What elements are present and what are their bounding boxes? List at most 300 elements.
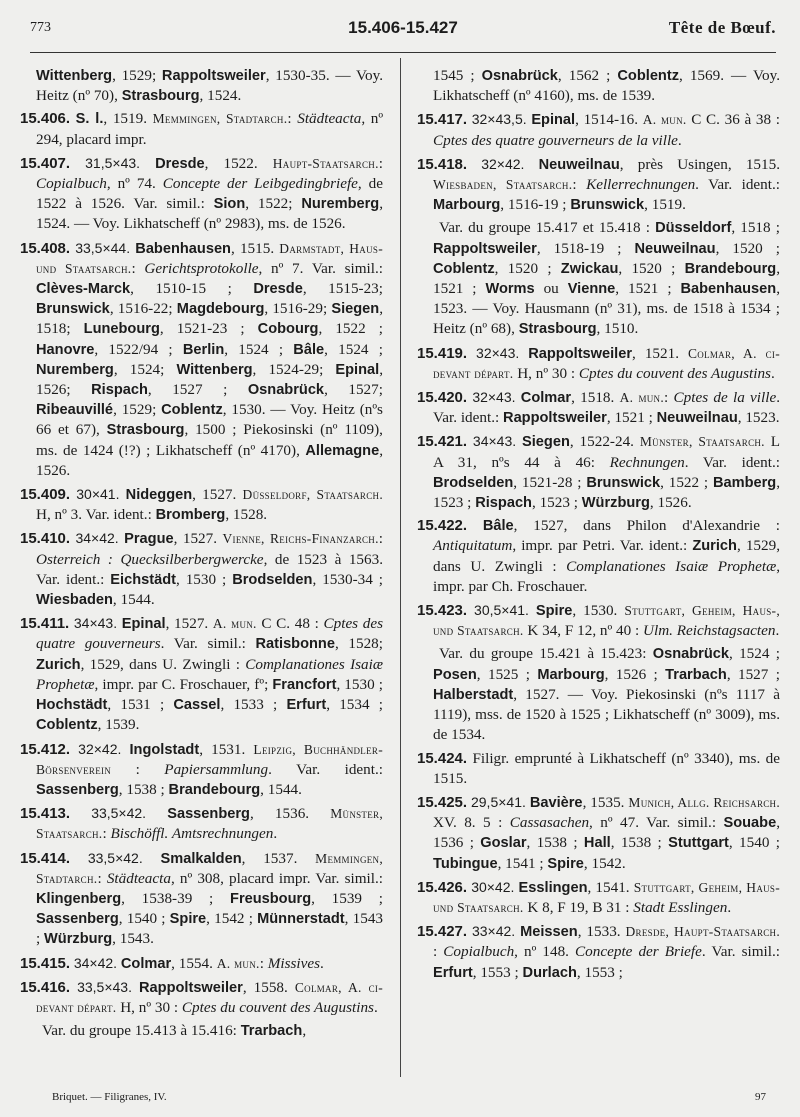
archive-name: Memmingen, Stadtarch. bbox=[36, 850, 384, 886]
sheet-size: 33,5×44. bbox=[75, 239, 131, 256]
entry-text: , 1522-24. bbox=[569, 433, 640, 451]
place-name: Rappoltsweiler bbox=[503, 410, 607, 427]
place-name: Wittenberg bbox=[176, 361, 253, 378]
place-name: Brodselden bbox=[433, 474, 514, 491]
place-name: S. l. bbox=[75, 111, 104, 128]
entry-text: , 1521-28 ; bbox=[513, 473, 587, 491]
entry-text bbox=[467, 156, 481, 173]
archive-name: Düsseldorf, Staatsarch. bbox=[242, 487, 384, 503]
archive-name: A. mun. bbox=[642, 112, 687, 128]
place-name: Rappoltsweiler bbox=[161, 68, 266, 84]
place-name: Rappoltsweiler bbox=[433, 240, 537, 257]
place-name: Erfurt bbox=[433, 964, 473, 981]
catalogue-entry bbox=[417, 109, 780, 150]
entry-text: , 1523. — Voy. Hausmann (nº 31), ms. de 1518 à 1534 ; Heitz (nº 68), bbox=[433, 280, 780, 338]
place-name: Epinal bbox=[531, 112, 576, 129]
entry-text: . bbox=[320, 954, 324, 972]
place-name: Neuweilnau bbox=[538, 156, 620, 173]
place-name: Eichstädt bbox=[110, 571, 176, 588]
entry-number: 15.407. bbox=[20, 154, 71, 172]
column-divider bbox=[400, 58, 401, 1077]
entry-text: , 1527 ; bbox=[726, 665, 780, 683]
entry-text: . Var. ident.: bbox=[268, 760, 383, 778]
entry-number: 15.416. bbox=[20, 978, 71, 996]
page-number: 773 bbox=[30, 20, 51, 35]
entry-text: , 1538 ; bbox=[526, 834, 584, 852]
place-name: Freusbourg bbox=[230, 890, 312, 907]
sheet-size: 34×43. bbox=[73, 615, 118, 632]
entry-number: 15.419. bbox=[417, 344, 468, 362]
entry-number: 15.421. bbox=[417, 433, 468, 451]
entry-number: 15.408. bbox=[20, 239, 71, 257]
entry-text: , 1530. bbox=[572, 602, 625, 620]
entry-text: , 1527. bbox=[165, 615, 213, 633]
title-text: Complanationes Isaiæ Prophetæ bbox=[566, 557, 777, 575]
title-text: Städteacta bbox=[106, 869, 171, 887]
place-name: Wittenberg bbox=[36, 68, 113, 84]
entry-text: , 1523 ; bbox=[531, 494, 582, 512]
archive-name: A. mun. bbox=[212, 616, 257, 632]
sheet-size: 30×41. bbox=[76, 486, 120, 503]
entry-text bbox=[467, 602, 474, 619]
entry-number: 15.427. bbox=[417, 923, 468, 941]
entry-text: : bbox=[664, 389, 674, 407]
entry-text: : bbox=[131, 259, 145, 277]
entry-text: : bbox=[97, 869, 107, 887]
entry-text: , 1529, dans U. Zwingli : bbox=[433, 537, 780, 575]
entry-text: , 1527. bbox=[173, 530, 223, 548]
archive-name: A. mun. bbox=[619, 390, 665, 406]
entry-number: 15.418. bbox=[417, 155, 468, 173]
catalogue-entry bbox=[417, 516, 780, 597]
place-name: Strasbourg bbox=[518, 321, 597, 338]
entry-text: , 1530 ; bbox=[336, 675, 383, 693]
entry-text: , impr. par Ch. Froschauer. bbox=[433, 557, 780, 595]
entry-text: , 1522/94 ; bbox=[94, 340, 183, 358]
continued-entry bbox=[20, 66, 383, 106]
sheet-size: 32×43,5. bbox=[471, 111, 527, 128]
place-name: Francfort bbox=[272, 676, 337, 693]
title-text: Städteacta bbox=[297, 110, 362, 128]
entry-text: : bbox=[259, 954, 268, 972]
sheet-size: 33×42. bbox=[471, 923, 516, 940]
entry-text: , 1520 ; bbox=[494, 259, 561, 277]
title-text: Stadt Esslingen bbox=[633, 898, 728, 916]
entry-number: 15.410. bbox=[20, 530, 71, 548]
entry-text: , 1518; bbox=[36, 300, 383, 338]
entry-text: , 1538-39 ; bbox=[121, 889, 231, 907]
place-name: Hanovre bbox=[36, 341, 95, 358]
entry-text: , 1521 ; bbox=[615, 280, 681, 298]
place-name: Worms bbox=[485, 281, 535, 298]
entry-text: , 1516-22; bbox=[109, 300, 177, 318]
place-name: Ribeauvillé bbox=[36, 402, 114, 419]
entry-text: , 1539 ; bbox=[311, 889, 383, 907]
archive-name: Memmingen, Stadtarch. bbox=[152, 111, 288, 127]
place-name: Zurich bbox=[692, 538, 737, 555]
entry-number: 15.411. bbox=[20, 615, 70, 633]
entry-number: 15.406. bbox=[20, 110, 71, 128]
continued-entry bbox=[417, 66, 780, 106]
place-name: Würzburg bbox=[44, 931, 113, 948]
entry-text: C C. 36 à 38 : bbox=[686, 111, 781, 129]
entry-text bbox=[70, 850, 88, 867]
entry-text: , 1524 ; bbox=[224, 340, 294, 358]
sheet-size: 30×42. bbox=[471, 878, 515, 895]
place-name: Marbourg bbox=[537, 666, 605, 683]
entry-text: . bbox=[677, 131, 682, 149]
entry-number: 15.423. bbox=[417, 602, 468, 620]
entry-text: , 1527; bbox=[324, 381, 383, 399]
place-name: Colmar bbox=[520, 390, 572, 407]
entry-text: , 1529; bbox=[112, 67, 162, 84]
catalogue-entry bbox=[20, 109, 383, 149]
place-name: Nideggen bbox=[125, 487, 193, 504]
entry-text: , 1524-29; bbox=[252, 360, 336, 378]
title-text: Missives bbox=[267, 954, 321, 972]
entry-text: . Var. ident.: bbox=[684, 453, 780, 471]
entry-text: , 1523 ; bbox=[433, 473, 780, 512]
entry-text: , 1520 ; bbox=[715, 239, 780, 257]
entry-number: 15.414. bbox=[20, 849, 71, 867]
entry-text: , 1522; bbox=[245, 195, 302, 213]
entry-text: , 1540 ; bbox=[118, 910, 170, 928]
entry-text: , 1527, dans Philon d'Alexandrie : bbox=[513, 517, 781, 535]
entry-text: , 1521-23 ; bbox=[159, 320, 258, 338]
entry-text: , 1521 ; bbox=[433, 259, 780, 298]
entry-text: , nº 148. bbox=[514, 943, 576, 961]
place-name: Sassenberg bbox=[36, 911, 119, 928]
entry-text: H, nº 3. Var. ident.: bbox=[36, 506, 156, 524]
title-text: Cassasachen bbox=[509, 814, 590, 832]
entry-text: , 1522 ; bbox=[318, 320, 383, 338]
entry-text bbox=[70, 805, 91, 822]
entry-text: , 1525 ; bbox=[476, 665, 538, 683]
entry-text: , 1562 ; bbox=[557, 67, 618, 84]
title-text: Cptes des quatre gouverneurs bbox=[36, 615, 384, 653]
entry-text: , 1510. bbox=[596, 320, 639, 338]
footer-note: Briquet. — Filigranes, IV. bbox=[52, 1091, 167, 1103]
place-name: Nuremberg bbox=[36, 361, 114, 378]
title-text: Cptes des quatre gouverneurs de la ville bbox=[433, 131, 678, 149]
place-name: Hochstädt bbox=[36, 697, 108, 714]
entry-text: , 1558. bbox=[242, 978, 295, 996]
place-name: Coblentz bbox=[433, 260, 495, 277]
archive-name: Darmstadt, Haus- und Staatsarch. bbox=[36, 240, 384, 276]
entry-text: , 1553 ; bbox=[472, 963, 523, 981]
entry-text: , 1500 ; Piekosinski (nº 1109), ms. de 1424 (!?) ; Likhatscheff (nº 4170), bbox=[36, 421, 383, 459]
entry-text: , 1524. — Voy. Likhatscheff (nº 2983), ms. de 1526. bbox=[36, 195, 383, 233]
place-name: Brandebourg bbox=[168, 781, 261, 798]
entry-text: , 1540 ; bbox=[728, 834, 780, 852]
entry-text: , 1518 ; bbox=[731, 219, 780, 237]
entry-text: ou bbox=[534, 280, 568, 298]
place-name: Bamberg bbox=[712, 474, 777, 491]
catalogue-entry bbox=[20, 238, 383, 481]
entry-text bbox=[70, 741, 78, 758]
entry-text: , 1542. bbox=[583, 854, 626, 872]
place-name: Sassenberg bbox=[36, 781, 119, 798]
entry-text: . bbox=[770, 364, 775, 382]
entry-text: , 1520 ; bbox=[618, 259, 685, 277]
entry-text: , 1521. bbox=[632, 344, 688, 362]
place-name: Dresde bbox=[253, 281, 303, 298]
entry-text: , 1528; bbox=[334, 635, 383, 653]
place-name: Epinal bbox=[121, 616, 166, 633]
entry-text bbox=[524, 156, 538, 173]
sheet-size: 32×43. bbox=[472, 389, 516, 406]
entry-text: . Var. ident.: bbox=[695, 176, 780, 194]
entry-text: , 1514-16. bbox=[575, 111, 643, 129]
entry-range: 15.406-15.427 bbox=[348, 18, 458, 37]
place-name: Dresde bbox=[155, 155, 205, 172]
variant-group-note bbox=[417, 218, 780, 339]
place-name: Coblentz bbox=[161, 402, 223, 419]
place-name: Lunebourg bbox=[83, 321, 160, 338]
entry-text: , 1541 ; bbox=[497, 854, 548, 872]
entry-text bbox=[70, 155, 85, 172]
entry-text: K 34, F 12, nº 40 : bbox=[523, 622, 644, 640]
place-name: Spire bbox=[535, 603, 573, 620]
variant-group-note bbox=[417, 644, 780, 745]
entry-text: Var. du groupe 15.413 à 15.416: bbox=[42, 1022, 241, 1040]
sheet-size: 32×43. bbox=[476, 344, 520, 361]
place-name: Sion bbox=[213, 196, 246, 213]
place-name: Cassel bbox=[173, 697, 221, 714]
entry-number: 15.426. bbox=[417, 878, 468, 896]
entry-text: , 1530. — Voy. Heitz (nºs 66 et 67), bbox=[36, 401, 383, 439]
place-name: Osnabrück bbox=[247, 382, 325, 399]
place-name: Brodselden bbox=[232, 571, 313, 588]
entry-text: , 1533. bbox=[577, 923, 626, 941]
entry-text bbox=[519, 345, 528, 362]
catalogue-entry bbox=[417, 749, 780, 789]
title-text: Gerichtsprotokolle bbox=[144, 259, 259, 277]
entry-text: . bbox=[373, 998, 378, 1016]
entry-text bbox=[467, 345, 476, 362]
entry-text: , 1524 ; bbox=[728, 645, 780, 663]
entry-text: , 1510-15 ; bbox=[130, 280, 254, 298]
page-subject: Tête de Bœuf. bbox=[668, 18, 776, 37]
entry-text: , 1524 ; bbox=[324, 340, 383, 358]
entry-text: : bbox=[433, 943, 444, 961]
place-name: Siegen bbox=[331, 301, 380, 318]
sheet-size: 34×42. bbox=[75, 530, 119, 547]
place-name: Rispach bbox=[475, 495, 532, 512]
entry-number: 15.417. bbox=[417, 111, 468, 129]
entry-text: , 1543 ; bbox=[36, 910, 383, 948]
place-name: Bromberg bbox=[155, 507, 226, 524]
entry-text: , 1542 ; bbox=[206, 910, 258, 928]
entry-text: , 1530 ; bbox=[175, 570, 233, 588]
place-name: Spire bbox=[169, 911, 207, 928]
title-text: Cptes de la ville bbox=[673, 389, 777, 407]
title-text: Osterreich : Quecksilberbergwercke bbox=[36, 550, 264, 568]
place-name: Halberstadt bbox=[433, 686, 514, 703]
entry-text: . Var. simil.: bbox=[701, 943, 780, 961]
archive-name: Dresde, Haupt-Staatsarch. bbox=[625, 924, 781, 940]
entry-text: , nº 74. bbox=[106, 175, 163, 193]
catalogue-entry bbox=[20, 613, 383, 735]
entry-text: , 1524. bbox=[199, 87, 242, 105]
entry-text: , 1522 ; bbox=[660, 473, 713, 491]
entry-text: : bbox=[572, 176, 587, 194]
place-name: Clèves-Marck bbox=[36, 281, 131, 298]
catalogue-entry bbox=[417, 921, 780, 983]
place-name: Coblentz bbox=[617, 68, 680, 84]
archive-name: Vienne, Reichs-Finanzarch. bbox=[222, 531, 379, 547]
place-name: Rappoltsweiler bbox=[139, 979, 243, 996]
place-name: Prague bbox=[124, 531, 174, 548]
entry-text: , nº 47. Var. simil.: bbox=[589, 814, 724, 832]
entry-text: , 1528. bbox=[225, 506, 268, 524]
place-name: Siegen bbox=[522, 434, 570, 451]
place-name: Brandebourg bbox=[684, 260, 777, 277]
archive-name: Wiesbaden, Staatsarch. bbox=[433, 177, 573, 193]
variant-group-note bbox=[20, 1021, 383, 1041]
entry-text: , 1543. bbox=[112, 930, 154, 948]
place-name: Smalkalden bbox=[160, 850, 242, 867]
entry-text: , près Usingen, 1515. bbox=[619, 155, 780, 173]
footer-sheet-number: 97 bbox=[755, 1091, 766, 1103]
catalogue-entry bbox=[417, 600, 780, 641]
place-name: Hall bbox=[583, 835, 611, 852]
place-name: Brunswick bbox=[586, 474, 661, 491]
catalogue-entry bbox=[20, 803, 383, 844]
entry-text: , 1530-34 ; bbox=[312, 570, 383, 588]
right-column bbox=[417, 66, 780, 986]
entry-text: , 1530-35. — Voy. Heitz (nº 70), bbox=[36, 67, 383, 105]
entry-number: 15.409. bbox=[20, 486, 71, 504]
sheet-size: 33,5×42. bbox=[91, 805, 147, 822]
catalogue-entry bbox=[417, 387, 780, 428]
catalogue-entry bbox=[417, 877, 780, 918]
place-name: Rappoltsweiler bbox=[528, 345, 633, 362]
entry-text bbox=[467, 517, 483, 534]
entry-text: , 1544. bbox=[260, 780, 302, 798]
entry-text: , nº 7. Var. simil.: bbox=[258, 259, 383, 277]
title-text: Concepte der Leibgedingbriefe bbox=[162, 175, 358, 193]
entry-text: , 1534 ; bbox=[326, 696, 383, 714]
entry-text: . Var. simil.: bbox=[160, 635, 256, 653]
place-name: Münnerstadt bbox=[257, 911, 345, 928]
catalogue-entry bbox=[20, 977, 383, 1018]
sheet-size: 31,5×43. bbox=[85, 154, 141, 171]
sheet-size: 32×42. bbox=[481, 155, 525, 172]
left-column bbox=[20, 66, 383, 1044]
place-name: Bâle bbox=[293, 341, 325, 358]
entry-text: , 1516-19 ; bbox=[500, 196, 571, 214]
archive-name: A. mun. bbox=[216, 955, 260, 971]
entry-text: , impr. par Petri. Var. ident.: bbox=[512, 537, 693, 555]
catalogue-entry bbox=[417, 431, 780, 513]
entry-text: , 1537. bbox=[241, 849, 316, 867]
place-name: Bavière bbox=[529, 794, 583, 811]
place-name: Durlach bbox=[522, 964, 577, 981]
title-text: Bischöffl. Amtsrechnungen bbox=[110, 825, 274, 843]
entry-text: , 1521 ; bbox=[606, 409, 657, 427]
sheet-size: 34×42. bbox=[73, 954, 118, 971]
place-name: Spire bbox=[547, 855, 584, 872]
place-name: Strasbourg bbox=[121, 88, 200, 105]
entry-text: H, nº 30 : bbox=[513, 364, 579, 382]
place-name: Bâle bbox=[482, 518, 514, 535]
catalogue-entry bbox=[20, 739, 383, 801]
entry-text: : bbox=[287, 110, 298, 128]
sheet-size: 33,5×42. bbox=[87, 849, 143, 866]
place-name: Coblentz bbox=[36, 717, 98, 734]
entry-text: , 1522. bbox=[204, 154, 273, 172]
entry-text: L A 31, nºs 44 à 46: bbox=[433, 433, 781, 471]
place-name: Colmar bbox=[120, 955, 172, 972]
entry-text: , 1538 ; bbox=[118, 780, 169, 798]
place-name: Stuttgart bbox=[668, 835, 729, 852]
place-name: Babenhausen bbox=[135, 240, 231, 257]
entry-text: , 1518. bbox=[571, 389, 620, 407]
place-name: Osnabrück bbox=[481, 68, 558, 84]
entry-number: 15.413. bbox=[20, 805, 71, 823]
entry-text: , 1524; bbox=[113, 360, 177, 378]
catalogue-entry bbox=[20, 528, 383, 610]
entry-text: , 1519. bbox=[103, 110, 153, 128]
entry-text: , 1526; bbox=[36, 360, 383, 399]
entry-text: , impr. par C. Froschauer, fº; bbox=[94, 675, 273, 693]
place-name: Osnabrück bbox=[652, 646, 729, 663]
archive-name: Münster, Staatsarch. bbox=[639, 434, 765, 450]
entry-text: K 8, F 19, B 31 : bbox=[523, 898, 634, 916]
entry-text: : bbox=[111, 760, 165, 778]
entry-text: C C. 48 : bbox=[256, 615, 324, 633]
place-name: Würzburg bbox=[581, 495, 650, 512]
entry-text: , nº 308, placard impr. Var. simil.: bbox=[170, 869, 383, 887]
entry-text: , nº 294, placard impr. bbox=[36, 110, 384, 148]
place-name: Magdebourg bbox=[176, 301, 265, 318]
entry-text: , 1536. bbox=[249, 805, 331, 823]
entry-text: , 1529, dans U. Zwingli : bbox=[80, 655, 246, 673]
place-name: Sassenberg bbox=[167, 806, 250, 823]
place-name: Wiesbaden bbox=[36, 592, 113, 609]
entry-text: , 1531. bbox=[199, 740, 254, 758]
place-name: Ratisbonne bbox=[255, 636, 335, 653]
place-name: Posen bbox=[433, 666, 477, 683]
title-text: Copialbuch bbox=[36, 175, 107, 193]
place-name: Zurich bbox=[36, 656, 81, 673]
entry-text: , 1523. bbox=[737, 409, 780, 427]
place-name: Düsseldorf bbox=[655, 220, 732, 237]
catalogue-entry bbox=[417, 343, 780, 384]
entry-text bbox=[132, 979, 139, 996]
catalogue-entry bbox=[20, 848, 383, 950]
title-text: Copialbuch bbox=[443, 943, 515, 961]
title-text: Complanationes Isaiæ Prophetæ bbox=[36, 655, 383, 693]
archive-name: Colmar, A. ci-devant départ. bbox=[433, 345, 781, 381]
entry-number: 15.412. bbox=[20, 740, 71, 758]
place-name: Neuweilnau bbox=[656, 410, 738, 427]
entry-text: , 1569. — Voy. Likhatscheff (nº 4160), ms. de 1539. bbox=[433, 67, 780, 105]
entry-text: , 1527 ; bbox=[147, 381, 248, 399]
place-name: Rispach bbox=[91, 382, 148, 399]
place-name: Nuremberg bbox=[301, 196, 380, 213]
entry-text bbox=[140, 155, 155, 172]
place-name: Esslingen bbox=[518, 879, 588, 896]
entry-number: 15.420. bbox=[417, 389, 468, 407]
entry-text: , 1535. bbox=[582, 793, 629, 811]
place-name: Epinal bbox=[335, 361, 380, 378]
entry-text: : bbox=[378, 154, 384, 172]
sheet-size: 32×42. bbox=[78, 740, 122, 757]
entry-text: , 1526. bbox=[649, 494, 692, 512]
sheet-size: 34×43. bbox=[472, 433, 517, 450]
